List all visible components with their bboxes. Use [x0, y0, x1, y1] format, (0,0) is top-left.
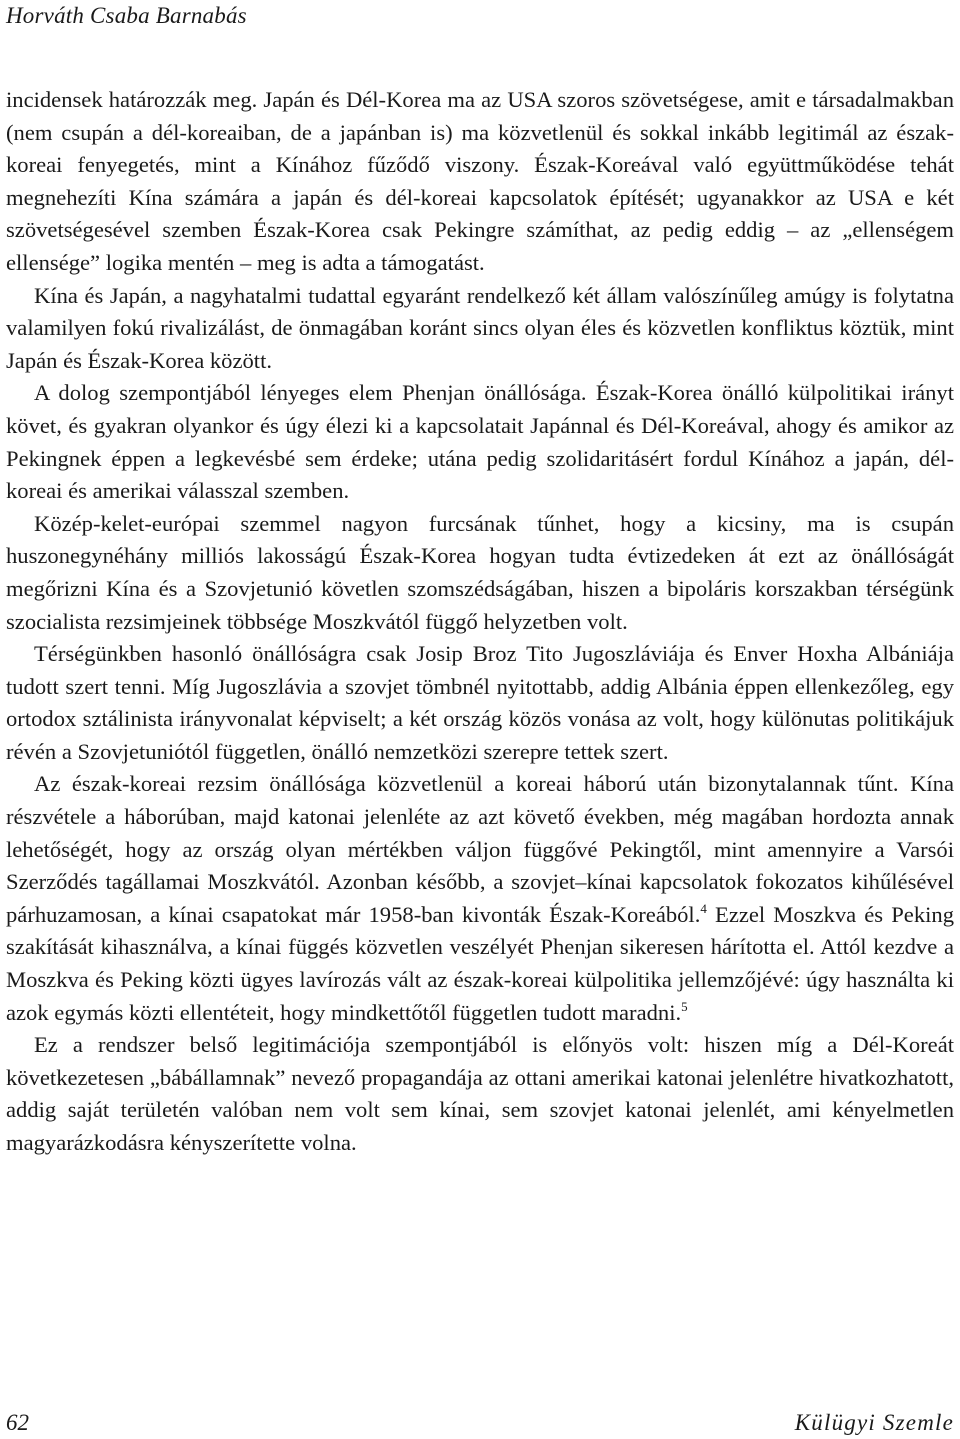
paragraph: A dolog szempontjából lényeges elem Phenjan önállósága. Észak-Korea önálló külpolitikai irányt követ, és gyakran olyankor és úgy élezi ki a kapcsolatait Japánnal és Dél-Koreával, ahogy és amikor az Pekingnek éppen a legkevésbé sem érdeke; utána pedig szolidaritásért fordul Kínához a japán, dél-koreai és amerikai válasszal szemben. — [6, 380, 954, 504]
paragraph-text-part: Ezzel Moszkva és Peking szakítását kihasználva, a kínai függés közvetlen veszélyét Phenjan sikeresen hárította el. Attól kezdve a Moszkva és Peking közti ügyes lavírozás vált az észak-koreai külpolitika jellemzőjévé: úgy használta ki azok egymás közti ellentéteit, hogy mindkettőtől független tudott maradni. — [6, 901, 954, 1025]
article-body — [6, 84, 954, 1160]
page-number: 62 — [6, 1410, 29, 1435]
paragraph: Kína és Japán, a nagyhatalmi tudattal egyaránt rendelkező két állam valószínűleg amúgy is folytatna valamilyen fokú rivalizálást, de önmagában koránt sincs olyan éles és közvetlen konfliktus köztük, mint Japán és Észak-Korea között. — [6, 282, 954, 373]
paragraph: Közép-kelet-európai szemmel nagyon furcsának tűnhet, hogy a kicsiny, ma is csupán huszonegynéhány milliós lakosságú Észak-Korea hogyan tudta évtizedeken át ezt az önállóságát megőrizni Kína és a Szovjetunió követlen szomszédságában, hiszen a bipoláris korszakban térségünk szocialista rezsimjeinek többsége Moszkvától függő helyzetben volt. — [6, 510, 954, 634]
paragraph: Térségünkben hasonló önállóságra csak Josip Broz Tito Jugoszláviája és Enver Hoxha Albániája tudott szert tenni. Míg Jugoszlávia a szovjet tömbnél nyitottabb, addig Albánia éppen ellenkezőleg, egy ortodox sztálinista irányvonalat képviselt; a két ország közös vonása az volt, hogy különutas politikájuk révén a Szovjetuniótól független, önálló nemzetközi szerepre tettek szert. — [6, 641, 954, 764]
running-header-author: Horváth Csaba Barnabás — [6, 3, 247, 28]
paragraph: Ez a rendszer belső legitimációja szempontjából is előnyös volt: hiszen míg a Dél-Koreát következetesen „bábállamnak” nevező propagandája az ottani amerikai katonai jelenlétre hivatkozhatott, addig saját területén valóban nem volt sem kínai, sem szovjet katonai jelenlét, ami kényelmetlen magyarázkodásra kényszerítette volna. — [6, 1032, 954, 1155]
paragraph-with-footnotes — [6, 768, 954, 1029]
running-footer — [6, 1409, 954, 1437]
footnote-marker[interactable]: 5 — [681, 998, 688, 1014]
footnote-marker[interactable]: 4 — [700, 900, 707, 916]
paragraph-text-part: Az észak-koreai rezsim önállósága közvetlenül a koreai háború után bizonytalannak tűnt. Kína részvétele a háborúban, majd katonai jelenléte az azt követő években, még magában hordozta annak lehetőségét, hogy az ország olyan mértékben váljon függővé Pekingtől, mint amennyire a Varsói Szerződés tagállamai Moszkvától. Azonban később, a szovjet–kínai kapcsolatok fokozatos kihűlésével párhuzamosan, a kínai csapatokat már 1958-ban kivonták Észak-Koreából. — [6, 771, 954, 927]
paragraph: incidensek határozzák meg. Japán és Dél-Korea ma az USA szoros szövetségese, amit e társadalmakban (nem csupán a dél-koreaiban, de a japánban is) ma közvetlenül és sokkal inkább legitimál az észak-koreai fenyegetés, mint a Kínához fűződő viszony. Észak-Koreával való együttműködése tehát megnehezíti Kína számára a japán és dél-koreai kapcsolatok építését; ugyanakkor az USA e két szövetségesével szemben Észak-Korea csak Pekingre számíthat, az pedig eddig – az „ellenségem ellensége” logika mentén – meg is adta a támogatást. — [6, 87, 954, 275]
journal-title: Külügyi Szemle — [794, 1410, 954, 1435]
